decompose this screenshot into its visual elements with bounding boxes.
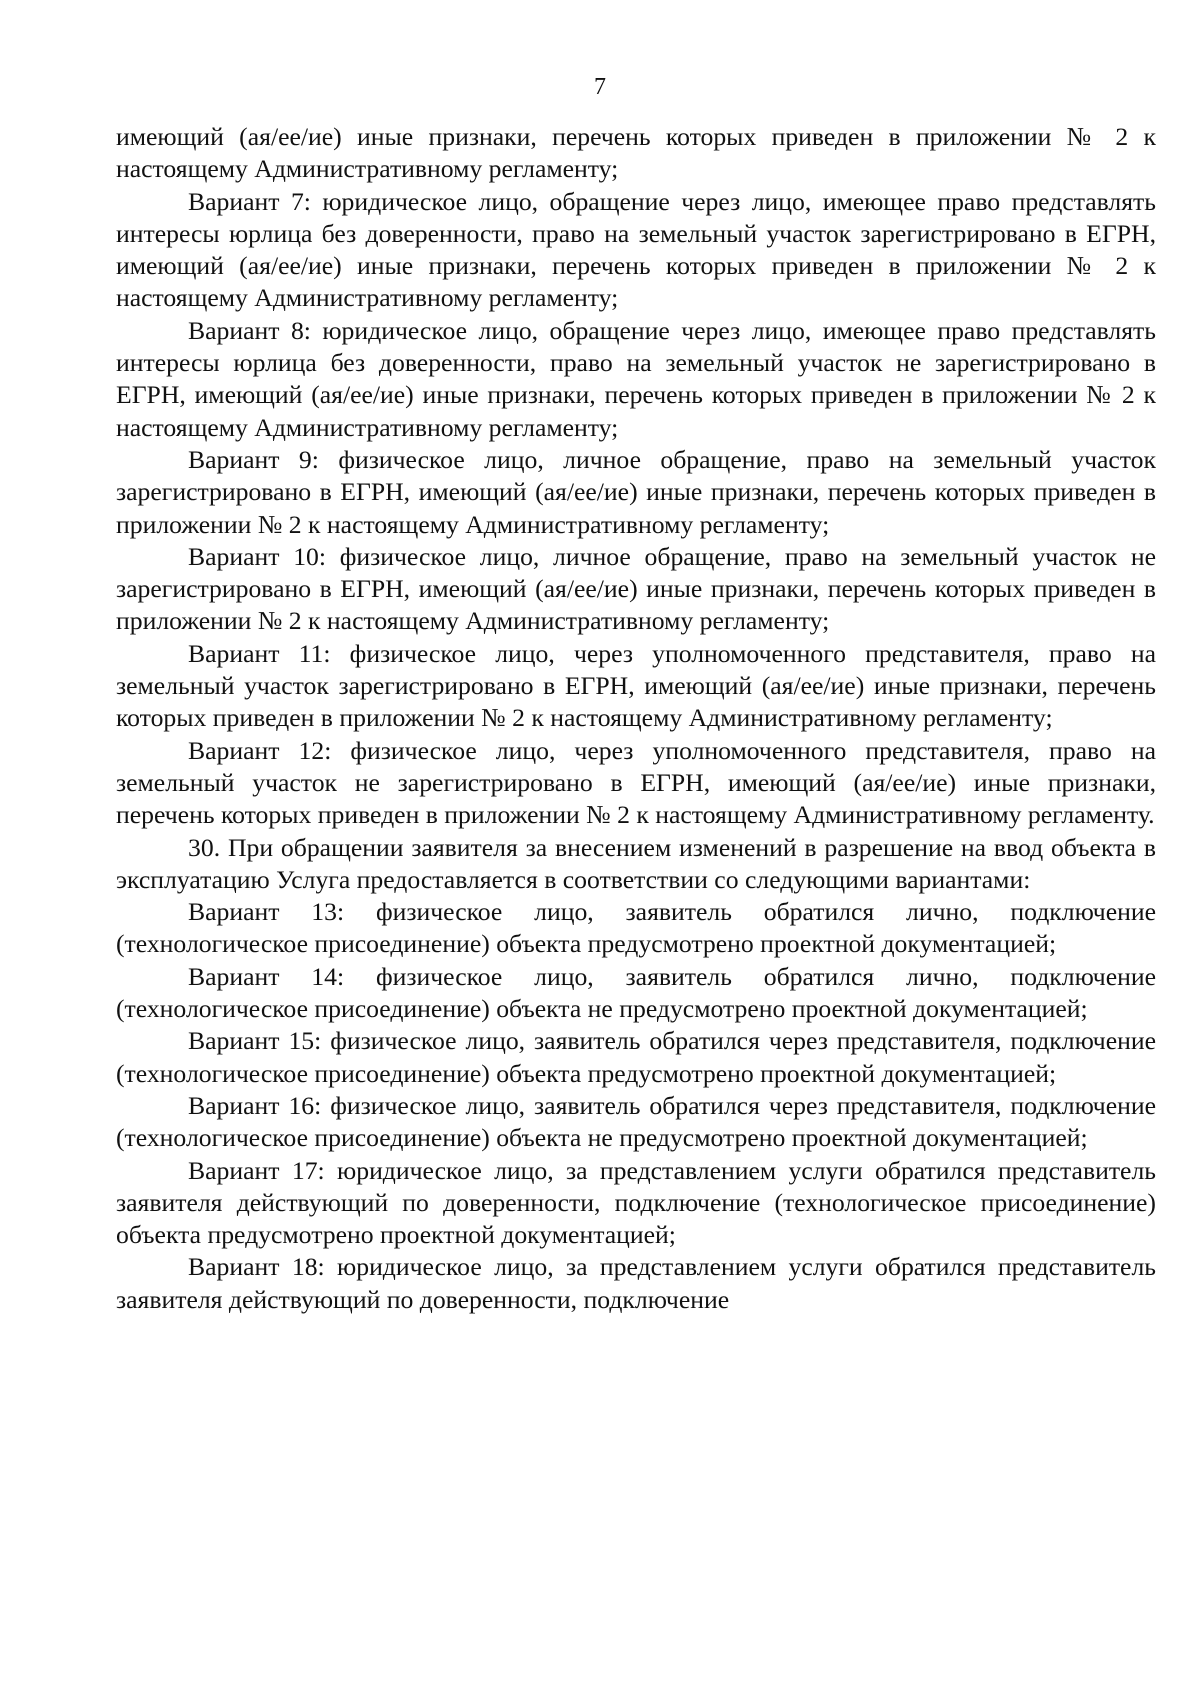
paragraph-variant-7: Вариант 7: юридическое лицо, обращение через лицо, имеющее право представлять интересы юрлица без доверенности, право на земельный участок зарегистрировано в ЕГРН, имеющий (ая/ее/ие) иные признаки, перечень которых приведен в приложении № 2 к настоящему Административному регламенту; — [116, 186, 1156, 313]
document-body — [116, 121, 1156, 1316]
paragraph-variant-18: Вариант 18: юридическое лицо, за представлением услуги обратился представитель заявителя действующий по доверенности, подключение — [116, 1252, 1156, 1314]
paragraph-variant-14: Вариант 14: физическое лицо, заявитель обратился лично, подключение (технологическое присоединение) объекта не предусмотрено проектной документацией; — [116, 961, 1156, 1024]
paragraph-variant-11: Вариант 11: физическое лицо, через уполномоченного представителя, право на земельный участок зарегистрировано в ЕГРН, имеющий (ая/ее/ие) иные признаки, перечень которых приведен в приложении № 2 к настоящему Административному регламенту; — [116, 638, 1156, 733]
paragraph-variant-16: Вариант 16: физическое лицо, заявитель обратился через представителя, подключение (технологическое присоединение) объекта не предусмотрено проектной документацией; — [116, 1090, 1156, 1153]
paragraph-continuation: имеющий (ая/ее/ие) иные признаки, перечень которых приведен в приложении № 2 к настоящему Административному регламенту; — [116, 122, 1156, 184]
paragraph-variant-9: Вариант 9: физическое лицо, личное обращение, право на земельный участок зарегистрировано в ЕГРН, имеющий (ая/ее/ие) иные признаки, перечень которых приведен в приложении № 2 к настоящему Административному регламенту; — [116, 444, 1156, 539]
page-number: 7 — [594, 74, 606, 100]
paragraph-variant-17: Вариант 17: юридическое лицо, за представлением услуги обратился представитель заявителя действующий по доверенности, подключение (технологическое присоединение) объекта предусмотрено проектной документацией; — [116, 1155, 1156, 1250]
paragraph-variant-15: Вариант 15: физическое лицо, заявитель обратился через представителя, подключение (технологическое присоединение) объекта предусмотрено проектной документацией; — [116, 1026, 1156, 1088]
paragraph-variant-8: Вариант 8: юридическое лицо, обращение через лицо, имеющее право представлять интересы юрлица без доверенности, право на земельный участок не зарегистрировано в ЕГРН, имеющий (ая/ее/ие) иные признаки, перечень которых приведен в приложении № 2 к настоящему Административному регламенту; — [116, 315, 1156, 442]
paragraph-clause-30: 30. При обращении заявителя за внесением изменений в разрешение на ввод объекта в эксплуатацию Услуга предоставляется в соответствии со следующими вариантами: — [116, 832, 1156, 894]
paragraph-variant-13: Вариант 13: физическое лицо, заявитель обратился лично, подключение (технологическое присоединение) объекта предусмотрено проектной документацией; — [116, 897, 1156, 959]
paragraph-variant-10: Вариант 10: физическое лицо, личное обращение, право на земельный участок не зарегистрировано в ЕГРН, имеющий (ая/ее/ие) иные признаки, перечень которых приведен в приложении № 2 к настоящему Административному регламенту; — [116, 541, 1156, 636]
paragraph-variant-12: Вариант 12: физическое лицо, через уполномоченного представителя, право на земельный участок не зарегистрировано в ЕГРН, имеющий (ая/ее/ие) иные признаки, перечень которых приведен в приложении № 2 к настоящему Административному регламенту. — [116, 735, 1156, 830]
